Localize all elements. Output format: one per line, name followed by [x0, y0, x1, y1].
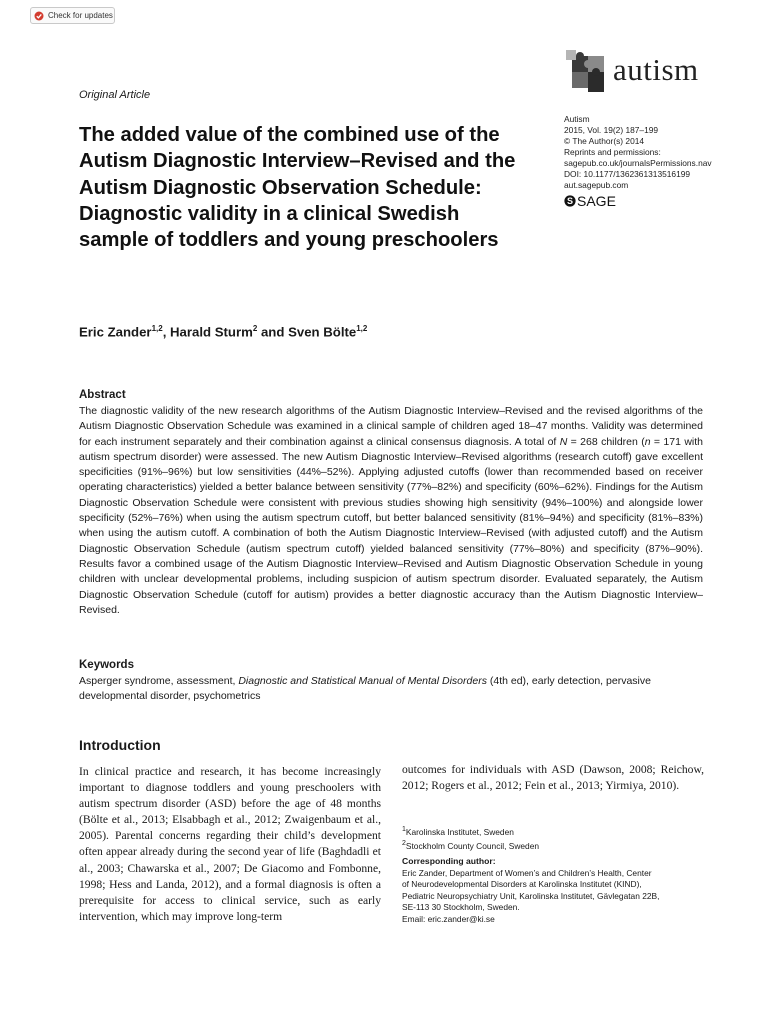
introduction-left-column: In clinical practice and research, it has become increasingly important to diagnose toddlers and young preschoolers with autism spectrum disorder (ASD) before the age of 48 months (Bölte et al., 2013; Elsabbagh et al., 2012; Zwaigenbaum et al., 2005). Parental concerns regarding their child’s development often appear already during the second year of life (Baghdadli et al., 2003; Chawarska et al., 2007; De Giacomo and Fombonne, 1998; Hess and Landa, 2012), and a formal diagnosis is often a prerequisite for access to clinical service, such as early intervention, which may improve long-term	[79, 765, 381, 923]
affiliations	[402, 824, 539, 852]
affiliation-mark: 1	[402, 826, 406, 833]
meta-line: Reprints and permissions:	[564, 147, 661, 157]
introduction-heading: Introduction	[79, 737, 161, 753]
author-name: Eric Zander	[79, 324, 152, 340]
svg-text:S: S	[566, 196, 574, 207]
journal-metadata	[564, 114, 712, 191]
corresponding-line: Pediatric Neuropsychiatry Unit, Karolinska Institutet, Gävlegatan 22B,	[402, 890, 660, 901]
introduction-right-column: outcomes for individuals with ASD (Dawson, 2008; Reichow, 2012; Rogers et al., 2012; Fein et al., 2013; Yirmiya, 2010).	[402, 763, 704, 793]
article-type: Original Article	[79, 89, 151, 101]
affiliation-text: Stockholm County Council, Sweden	[405, 840, 540, 851]
keywords-text	[79, 674, 703, 705]
abstract-text-part: The diagnostic validity of the new research algorithms of the Autism Diagnostic Interview–Revised and the revised algorithms of the Autism Diagnostic Observation Schedule was examined in a clinical sample of children aged 18–47 months. Validity was determined for each instrument separately and their combination against a clinical consensus diagnosis. A total of	[79, 405, 703, 448]
check-for-updates-badge[interactable]	[30, 7, 115, 24]
affiliation-text: Karolinska Institutet, Sweden	[405, 826, 514, 837]
author-name: Harald Sturm	[170, 324, 253, 340]
check-for-updates-icon	[34, 11, 44, 21]
keywords-heading: Keywords	[79, 659, 134, 671]
meta-line: aut.sagepub.com	[564, 180, 629, 190]
affiliation-mark: 2	[402, 839, 406, 847]
author-affiliation-mark: 2	[252, 324, 258, 333]
abstract-variable: N	[559, 435, 568, 448]
corresponding-author-details	[402, 868, 712, 925]
author-list	[79, 324, 367, 339]
corresponding-line: SE-113 30 Stockholm, Sweden.	[402, 902, 520, 913]
corresponding-email[interactable]: Email: eric.zander@ki.se	[402, 913, 495, 924]
author-separator: and	[257, 324, 289, 340]
corresponding-line: of Neurodevelopmental Disorders at Karolinska Institutet (KIND),	[402, 879, 642, 890]
meta-line: © The Author(s) 2014	[564, 136, 645, 146]
keywords-part: (4th ed), early detection, pervasive developmental disorder, psychometrics	[79, 675, 651, 703]
corresponding-author-heading: Corresponding author:	[402, 856, 496, 866]
abstract-text-part: = 171 with autism spectrum disorder) were assessed. The new Autism Diagnostic Interview–Revised algorithms (research cutoff) gave excellent specificities (91%–96%) but low sensitivities (44%–52%). Applying adjusted cutoffs (lower than recommended based on receiver operating characteristics) yielded a better balance between sensitivity (77%–82%) and specificity (60%–62%). Findings for the Autism Diagnostic Observation Schedule were consistent with previous studies showing high sensitivity (94%–100%) and alongside lower specificity (52%–76%) when using the autism spectrum cutoff, but better balanced sensitivity (81%–94%) and specificity (81%–83%) when using the autism cutoff. A combination of both the Autism Diagnostic Interview–Revised (with adjusted cutoff) and the Autism Diagnostic Observation Schedule (autism spectrum cutoff) yielded balanced sensitivity (77%–80%) and specificity (87%–90%). Results favor a combined usage of the Autism Diagnostic Interview–Revised and Autism Diagnostic Observation Schedule in young children with unclear developmental problems, including suspicion of autism spectrum disorder. Evaluated separately, the Autism Diagnostic Observation Schedule (cutoff for autism) provides a better diagnostic accuracy than the Autism Diagnostic Interview–Revised.	[79, 435, 703, 616]
affiliation-item	[402, 838, 539, 852]
publisher-logo	[564, 193, 616, 209]
author-affiliation-mark: 1,2	[356, 324, 368, 333]
keywords-italic: Diagnostic and Statistical Manual of Mental Disorders	[238, 675, 487, 687]
check-for-updates-label: Check for updates	[48, 11, 113, 20]
keywords-part: Asperger syndrome, assessment,	[79, 675, 239, 687]
article-title: The added value of the combined use of the Autism Diagnostic Interview–Revised and the Autism Diagnostic Observation Schedule: Diagnostic validity in a clinical Swedish sample of toddlers and young preschoolers	[79, 124, 516, 252]
sage-logo-icon	[564, 195, 576, 207]
abstract-text	[79, 404, 703, 618]
author-affiliation-mark: 1,2	[151, 324, 163, 333]
author-name: Sven Bölte	[288, 324, 357, 340]
affiliation-item	[402, 824, 539, 838]
meta-line: sagepub.co.uk/journalsPermissions.nav	[564, 158, 712, 168]
publisher-name: SAGE	[577, 193, 616, 209]
abstract-text-part: = 268 children (	[567, 435, 645, 448]
journal-logo-word: autism	[613, 52, 699, 87]
abstract-heading: Abstract	[79, 389, 126, 401]
meta-line: DOI: 10.1177/1362361313516199	[564, 169, 691, 179]
author-separator: ,	[162, 324, 171, 340]
abstract-variable: n	[644, 435, 651, 448]
meta-line: Autism	[564, 114, 590, 124]
meta-line: 2015, Vol. 19(2) 187–199	[564, 125, 659, 135]
corresponding-line: Eric Zander, Department of Women’s and Children’s Health, Center	[402, 868, 652, 878]
